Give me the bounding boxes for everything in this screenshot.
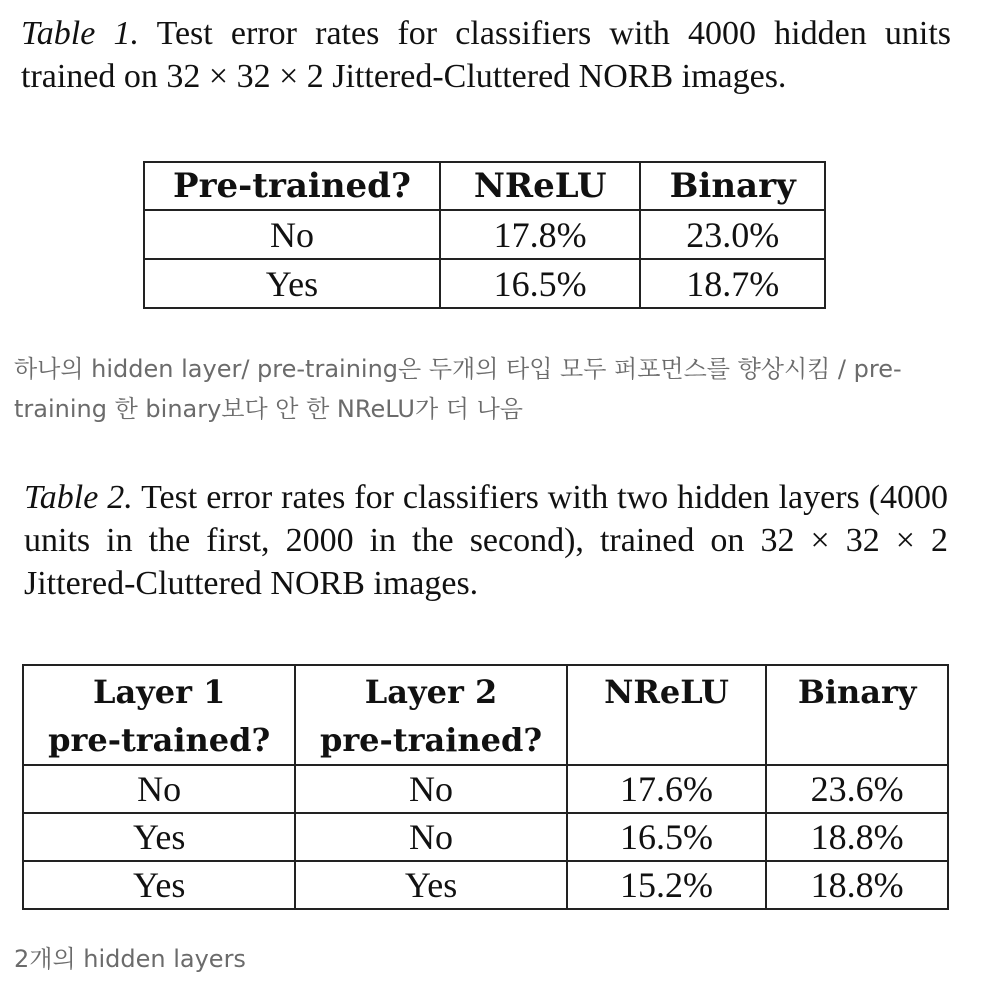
table-cell: 23.6% (766, 765, 948, 813)
table-cell: Yes (23, 813, 295, 861)
header-line: pre-trained? (48, 721, 271, 759)
table1-header-pretrained: Pre-trained? (144, 162, 440, 210)
table-cell: 18.8% (766, 861, 948, 909)
table2-caption-text: Test error rates for classifiers with two hidden layers (4000 units in the first, 2000 in the second), trained on 32 × 32 × 2 Jittered-Cluttered NORB images. (24, 479, 949, 602)
table-row (23, 861, 948, 909)
header-line: Layer 1 (92, 673, 226, 711)
table1-header-row (144, 162, 825, 210)
table2-caption (24, 476, 948, 605)
table-cell: No (144, 210, 440, 259)
table-row (144, 210, 825, 259)
header-line: Binary (797, 673, 917, 711)
table1 (143, 161, 826, 309)
header-line: NReLU (604, 673, 729, 711)
table2-header-layer2 (295, 665, 566, 765)
table2-caption-label: Table 2. (24, 479, 133, 516)
table2-header-row (23, 665, 948, 765)
table-row (23, 813, 948, 861)
annotation-note-1: 하나의 hidden layer/ pre-training은 두개의 타입 모두 퍼포먼스를 향상시킴 / pre-training 한 binary보다 안 한 NReLU가 더 나음 (14, 355, 902, 423)
table-cell: No (23, 765, 295, 813)
header-line: Layer 2 (364, 673, 498, 711)
table-cell: 23.0% (640, 210, 825, 259)
table1-caption-text: Test error rates for classifiers with 4000 hidden units trained on 32 × 32 × 2 Jittered-Cluttered NORB images. (21, 15, 952, 95)
table-cell: 15.2% (567, 861, 767, 909)
table-cell: 18.7% (640, 259, 825, 308)
table-cell: Yes (23, 861, 295, 909)
table2-header-layer1 (23, 665, 295, 765)
table-row (144, 259, 825, 308)
table1-header-binary: Binary (640, 162, 825, 210)
table-cell: 16.5% (567, 813, 767, 861)
table-cell: Yes (144, 259, 440, 308)
table-cell: Yes (295, 861, 566, 909)
table2-header-nrelu (567, 665, 767, 765)
annotation-note-2: 2개의 hidden layers (14, 945, 246, 973)
table-cell: No (295, 813, 566, 861)
table-cell: 18.8% (766, 813, 948, 861)
table2-header-binary (766, 665, 948, 765)
table1-header-nrelu: NReLU (440, 162, 640, 210)
header-line: pre-trained? (319, 721, 543, 759)
table-cell: No (295, 765, 566, 813)
table-cell: 17.8% (440, 210, 640, 259)
table-cell: 16.5% (440, 259, 640, 308)
table1-caption-label: Table 1. (21, 15, 139, 52)
table1-caption (21, 12, 951, 98)
table2 (22, 664, 949, 910)
table-cell: 17.6% (567, 765, 767, 813)
table-row (23, 765, 948, 813)
